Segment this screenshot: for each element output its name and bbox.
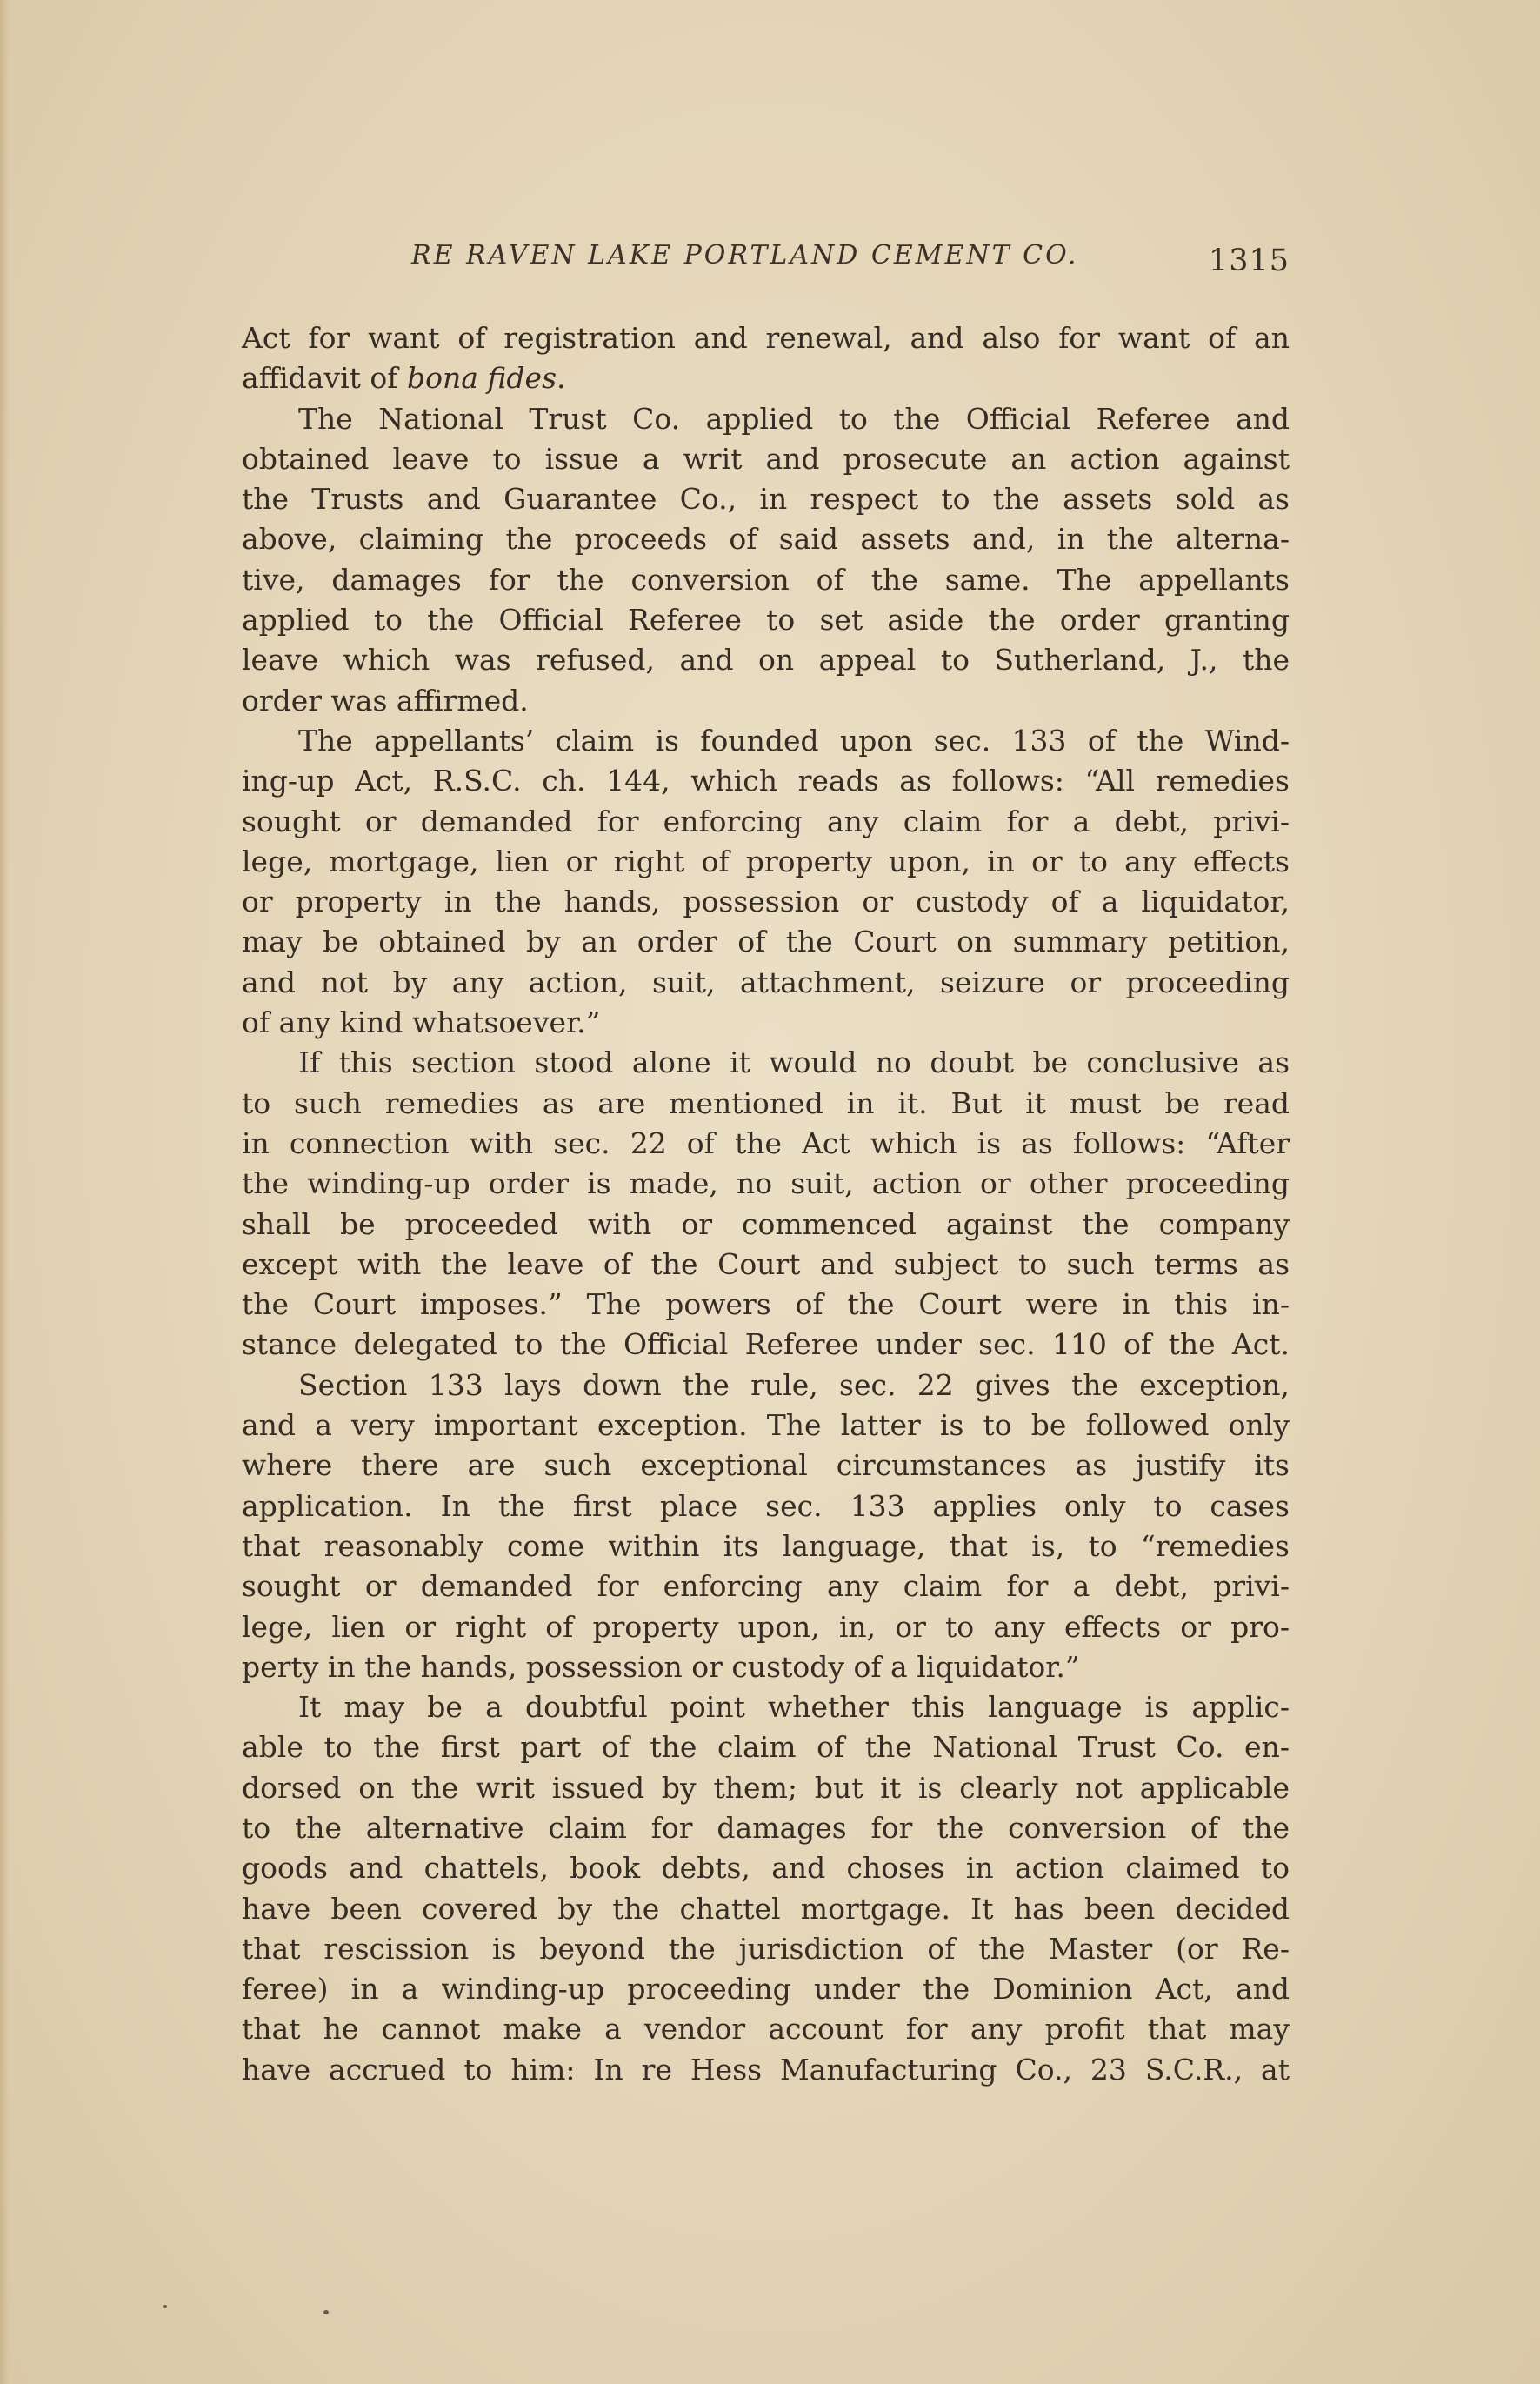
- text-line: the Trusts and Guarantee Co., in respect to the assets sold as: [242, 482, 1290, 517]
- text-line: stance delegated to the Official Referee under sec. 110 of the Act.: [242, 1327, 1290, 1362]
- text-line: the Court imposes.” The powers of the Court were in this in-: [242, 1287, 1290, 1322]
- text-line: and not by any action, suit, attachment, seizure or proceeding: [242, 965, 1290, 999]
- text-line: to the alternative claim for damages for the conversion of the: [242, 1810, 1290, 1845]
- text-line: sought or demanded for enforcing any claim for a debt, privi-: [242, 804, 1290, 838]
- text-line: may be obtained by an order of the Court on summary petition,: [242, 925, 1290, 959]
- text-line: the winding-up order is made, no suit, action or other proceeding: [242, 1166, 1290, 1201]
- text-line: able to the first part of the claim of the National Trust Co. en-: [242, 1730, 1290, 1765]
- text-line: tive, damages for the conversion of the same. The appellants: [242, 562, 1290, 597]
- text-line: lege, lien or right of property upon, in, or to any effects or pro-: [242, 1609, 1290, 1644]
- text-line: shall be proceeded with or commenced against the company: [242, 1206, 1290, 1241]
- text-line: dorsed on the writ issued by them; but it is clearly not applicable: [242, 1770, 1290, 1805]
- text-line: above, claiming the proceeds of said assets and, in the alterna-: [242, 522, 1290, 557]
- paragraph-first-line: Section 133 lays down the rule, sec. 22 gives the exception,: [298, 1367, 1290, 1402]
- text-line: perty in the hands, possession or custody of a liquidator.”: [242, 1649, 1080, 1684]
- text-line: to such remedies as are mentioned in it. But it must be read: [242, 1085, 1290, 1120]
- text-line: where there are such exceptional circumstances as justify its: [242, 1448, 1290, 1483]
- text-line: and a very important exception. The latter is to be followed only: [242, 1408, 1290, 1443]
- paragraph-first-line: The appellants’ claim is founded upon sec. 133 of the Wind-: [298, 723, 1290, 758]
- text-line: ing-up Act, R.S.C. ch. 144, which reads as follows: “All remedies: [242, 764, 1290, 798]
- text-segment: .: [557, 361, 566, 396]
- text-line: feree) in a winding-up proceeding under the Dominion Act, and: [242, 1972, 1290, 2007]
- text-line: have accrued to him: In re Hess Manufacturing Co., 23 S.C.R., at: [242, 2052, 1290, 2087]
- page-edge-shadow: [0, 0, 9, 2384]
- text-line: that reasonably come within its language, that is, to “remedies: [242, 1528, 1290, 1563]
- paragraph-first-line: It may be a doubtful point whether this language is applic-: [298, 1690, 1290, 1725]
- italic-phrase: bona fides: [407, 361, 557, 396]
- text-line: have been covered by the chattel mortgage. It has been decided: [242, 1891, 1290, 1926]
- text-line: applied to the Official Referee to set aside the order granting: [242, 603, 1290, 638]
- text-line: [242, 358, 1290, 398]
- text-line: Act for want of registration and renewal, and also for want of an: [242, 321, 1290, 355]
- text-line: in connection with sec. 22 of the Act which is as follows: “After: [242, 1125, 1290, 1160]
- text-line: that he cannot make a vendor account for any profit that may: [242, 2012, 1290, 2047]
- paragraph-first-line: If this section stood alone it would no doubt be conclusive as: [298, 1045, 1290, 1080]
- paper-speck: [323, 2310, 329, 2314]
- text-line: except with the leave of the Court and subject to such terms as: [242, 1246, 1290, 1281]
- text-line: or property in the hands, possession or custody of a liquidator,: [242, 885, 1290, 919]
- page-number: 1315: [1208, 244, 1290, 278]
- running-title: RE RAVEN LAKE PORTLAND CEMENT CO.: [411, 240, 1079, 270]
- running-header: [242, 233, 1290, 285]
- text-line: lege, mortgage, lien or right of property upon, in or to any effects: [242, 844, 1290, 878]
- text-line: of any kind whatsoever.”: [242, 1005, 601, 1040]
- text-line: that rescission is beyond the jurisdiction of the Master (or Re-: [242, 1931, 1290, 1966]
- text-line: application. In the first place sec. 133 applies only to cases: [242, 1488, 1290, 1523]
- text-line: leave which was refused, and on appeal to Sutherland, J., the: [242, 643, 1290, 678]
- text-line: order was affirmed.: [242, 683, 529, 718]
- paper-speck: [163, 2305, 167, 2308]
- paragraph-first-line: The National Trust Co. applied to the Official Referee and: [298, 401, 1290, 436]
- text-line: obtained leave to issue a writ and prosecute an action against: [242, 441, 1290, 476]
- body-text: [242, 318, 1290, 2090]
- text-line: goods and chattels, book debts, and choses in action claimed to: [242, 1851, 1290, 1886]
- text-line: sought or demanded for enforcing any claim for a debt, privi-: [242, 1569, 1290, 1604]
- text-segment: affidavit of: [242, 361, 398, 396]
